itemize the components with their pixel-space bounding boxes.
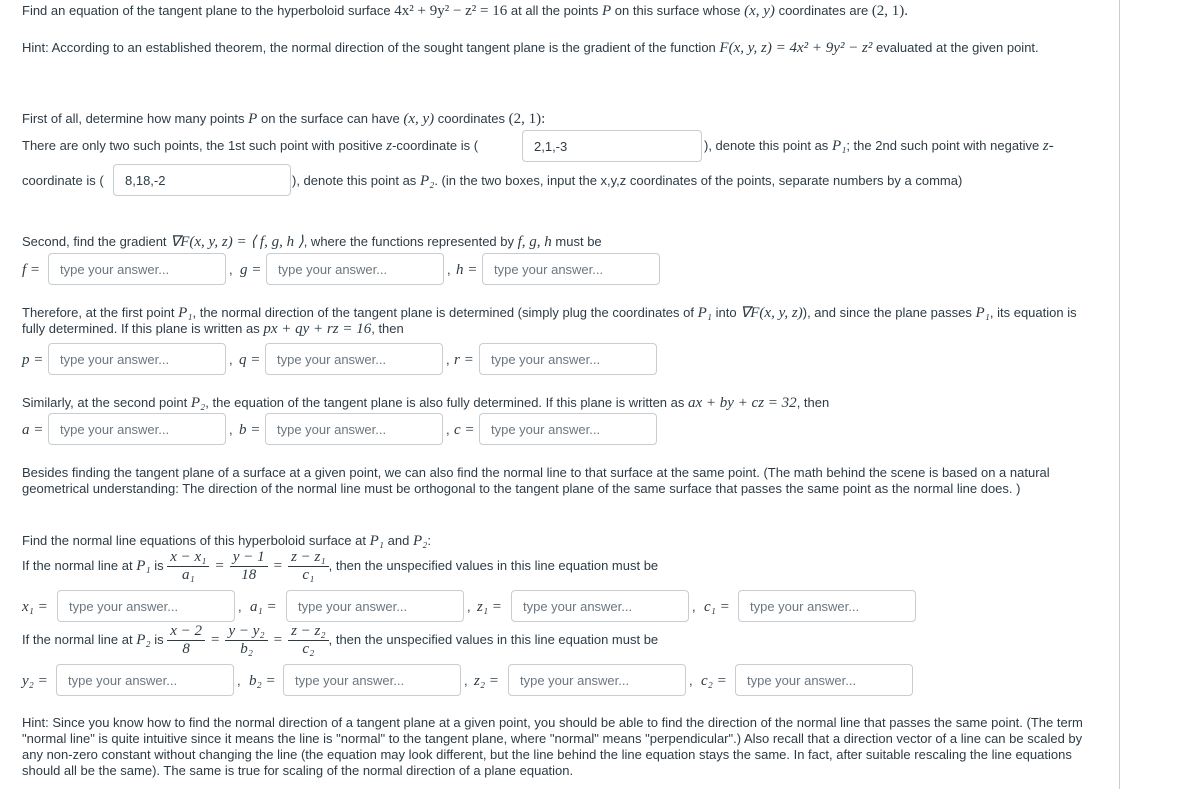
step1-line3a: coordinate is (: [22, 173, 104, 188]
z2-input[interactable]: [508, 664, 686, 696]
hint-gradient: Hint: According to an established theorem, the normal direction of the sought tangent plane is the gradient of the function F(x, y, z) = 4x² + 9y² − z² evaluated at the given point.: [22, 40, 1039, 56]
x1-input[interactable]: [57, 590, 235, 622]
f-input[interactable]: [48, 253, 226, 285]
y2-label: y₂ =: [22, 673, 48, 689]
b-input[interactable]: [265, 413, 443, 445]
question-page: Find an equation of the tangent plane to the hyperboloid surface 4x² + 9y² − z² = 16 at all the points P on this surface whose (x, y) coordinates are (2, 1). Hint: According to an established theorem, the normal direction of the sought tangent plane is the gradient of the function F(x, y, z) = 4x² + 9y² − z² evaluated at the given point. First of all, determine how many points P on the surface can have (x, y) coordinates (2, 1): There are only two such points, the 1st such point with positive z-coordinate is ( 2,1,-3 ), denote this point as P₁; the 2nd such point with negative z- coordinate is ( 8,18,-2 ), denote this point as P₂. (in the two boxes, input the x,y,z coordinates of the points, separate numbers by a comma) Second, find the gradient ∇F(x, y, z) = ⟨ f, g, h ⟩, where the functions represented by f, g, h must be f = type your answer... , g = type your answer... , h = type your answer... Therefore, at the first point P₁, the normal direction of the tangent plane is determined (simply plug the coordinates of P₁ into ∇F(x, y, z)), and since the plane passes P₁, its equation is fully determined. If this plane is written as px + qy + rz = 16, then p = type your answer... , q = type your answer... , r = type your answer... Similarly, at the second point P₂, the equation of the tangent plane is also fully determined. If this plane is written as ax + by + cz = 32, then a = type your answer... , b = type your answer... , c = type your answer... Besides finding the tangent plane of a surface at a given point, we can also find the normal line to that surface at the same point. (The math behind the scene is based on a natural geometrical understanding: The direction of the normal line must be orthogonal to the tangent plane of the same surface that passes the same point as the normal line does. ) Find the normal line equations of this hyperboloid surface at P₁ and P₂: If the normal line at P₁ is $\frac{\text{x − x₁}}{\text{a₁}}$ = $\frac{y - 1}{18}$ = $\frac{\text{z − z₁}}{\text{c₁}}$ , then the unspecified values in this line equation must be x₁ = type your answer... , a₁ = type your answer... , z₁ = type your answer... , c₁ = type your answer... If the normal line at P₂ is $\frac{x - 2}{8}$ = $\frac{\text{y − y₂}}{\text{b₂}}$ = $\frac{\text{z − z₂}}{\text{c₂}}$ , then the unspecified values in this line equation must be y₂ = type your answer... , b₂ = type your answer... , z₂ = type your answer... , c₂ = type your answer... Hint: Since you know how to find the normal direction of a tangent plane at a given point, you should be able to find the direction of the normal line that passes the same point. (The term "normal line" is quite intuitive since it means the line is "normal" to the tangent plane, where "normal" means "perpendicular".) Also recall that a direction vector of a line can be scaled by any non-zero constant without changing the line (the equation may look different, but the line behind the line equation stays the same. In fact, after suitable rescaling the line equations should all be the same). The same is true for scaling of the normal direction of a plane equation.: [0, 0, 1190, 789]
p1-coordinates-input[interactable]: [522, 130, 702, 162]
y2-input[interactable]: [56, 664, 234, 696]
fraction-y1: $\frac{y - 1}{18}$: [230, 549, 268, 584]
intro-line: Find an equation of the tangent plane to the hyperboloid surface 4x² + 9y² − z² = 16 at all the points P on this surface whose (x, y) coordinates are (2, 1).: [22, 3, 909, 19]
step1-line2b: ), denote this point as P₁; the 2nd such point with negative z-: [704, 138, 1054, 154]
z1-label: z₁ =: [477, 599, 502, 615]
a-input[interactable]: [48, 413, 226, 445]
c-input[interactable]: [479, 413, 657, 445]
fraction-x1: $\frac{\text{x − x₁}}{\text{a₁}}$: [167, 549, 209, 584]
a1-input[interactable]: [286, 590, 464, 622]
b2-label: b₂ =: [249, 673, 276, 689]
b-label: b =: [239, 422, 261, 438]
normal-line-intro: Besides finding the tangent plane of a surface at a given point, we can also find the normal line to that surface at the same point. (The math behind the scene is based on a natural geometrical understanding: The direction of the normal line must be orthogonal to the tangent plane of the same surface that passes the same point as the normal line does. ): [22, 465, 1050, 496]
q-input[interactable]: [265, 343, 443, 375]
q-label: q =: [239, 352, 261, 368]
fraction-z2: $\frac{\text{z − z₂}}{\text{c₂}}$: [288, 623, 329, 658]
r-input[interactable]: [479, 343, 657, 375]
step1-line3b: ), denote this point as P₂. (in the two boxes, input the x,y,z coordinates of the points, separate numbers by a comma): [292, 173, 963, 189]
p-input[interactable]: [48, 343, 226, 375]
a-label: a =: [22, 422, 44, 438]
g-input[interactable]: [266, 253, 444, 285]
h-input[interactable]: [482, 253, 660, 285]
c2-label: c₂ =: [701, 673, 727, 689]
g-label: g =: [240, 262, 262, 278]
step1-line2a: There are only two such points, the 1st such point with positive z-coordinate is (: [22, 138, 479, 154]
step1-line1: First of all, determine how many points P on the surface can have (x, y) coordinates (2, 1):: [22, 111, 546, 127]
b2-input[interactable]: [283, 664, 461, 696]
step4-text: Similarly, at the second point P₂, the equation of the tangent plane is also fully determined. If this plane is written as ax + by + cz = 32, then: [22, 395, 830, 411]
normal-line-1: If the normal line at P₁ is $\frac{\text{x − x₁}}{\text{a₁}}$ = $\frac{y - 1}{18}$ = $\frac{\text{z − z₁}}{\text{c₁}}$ , then the unspecified values in this line equation must be: [22, 549, 659, 583]
h-label: h =: [456, 262, 478, 278]
c1-label: c₁ =: [704, 599, 730, 615]
normal-find-line: Find the normal line equations of this hyperboloid surface at P₁ and P₂:: [22, 533, 431, 549]
p2-coordinates-input[interactable]: [113, 164, 291, 196]
right-divider: [1119, 0, 1120, 789]
step2-line: Second, find the gradient ∇F(x, y, z) = ⟨ f, g, h ⟩, where the functions represented by f, g, h must be: [22, 234, 602, 250]
normal-line-2: If the normal line at P₂ is $\frac{x - 2}{8}$ = $\frac{\text{y − y₂}}{\text{b₂}}$ = $\frac{\text{z − z₂}}{\text{c₂}}$ , then the unspecified values in this line equation must be: [22, 623, 659, 657]
c2-input[interactable]: [735, 664, 913, 696]
r-label: r =: [454, 352, 474, 368]
step3-text: Therefore, at the first point P₁, the normal direction of the tangent plane is determined (simply plug the coordinates of P₁ into ∇F(x, y, z)), and since the plane passes P₁, its equation is fully determined. If this plane is written as px + qy + rz = 16, then: [22, 305, 1077, 337]
p-label: p =: [22, 352, 44, 368]
x1-label: x₁ =: [22, 599, 48, 615]
hint-normal-line: Hint: Since you know how to find the normal direction of a tangent plane at a given point, you should be able to find the direction of the normal line that passes the same point. (The term "normal line" is quite intuitive since it means the line is "normal" to the tangent plane, where "normal" means "perpendicular".) Also recall that a direction vector of a line can be scaled by any non-zero constant without changing the line (the equation may look different, but the line behind the line equation stays the same. In fact, after suitable rescaling the line equations should all be the same). The same is true for scaling of the normal direction of a plane equation.: [22, 715, 1083, 778]
z1-input[interactable]: [511, 590, 689, 622]
a1-label: a₁ =: [250, 599, 277, 615]
surface-equation: 4x² + 9y² − z² = 16: [394, 3, 508, 19]
fraction-x2: $\frac{x - 2}{8}$: [167, 623, 205, 658]
fraction-y2: $\frac{\text{y − y₂}}{\text{b₂}}$: [225, 623, 267, 658]
c-label: c =: [454, 422, 475, 438]
f-label: f =: [22, 262, 41, 278]
z2-label: z₂ =: [474, 673, 499, 689]
fraction-z1: $\frac{\text{z − z₁}}{\text{c₁}}$: [288, 549, 329, 584]
c1-input[interactable]: [738, 590, 916, 622]
